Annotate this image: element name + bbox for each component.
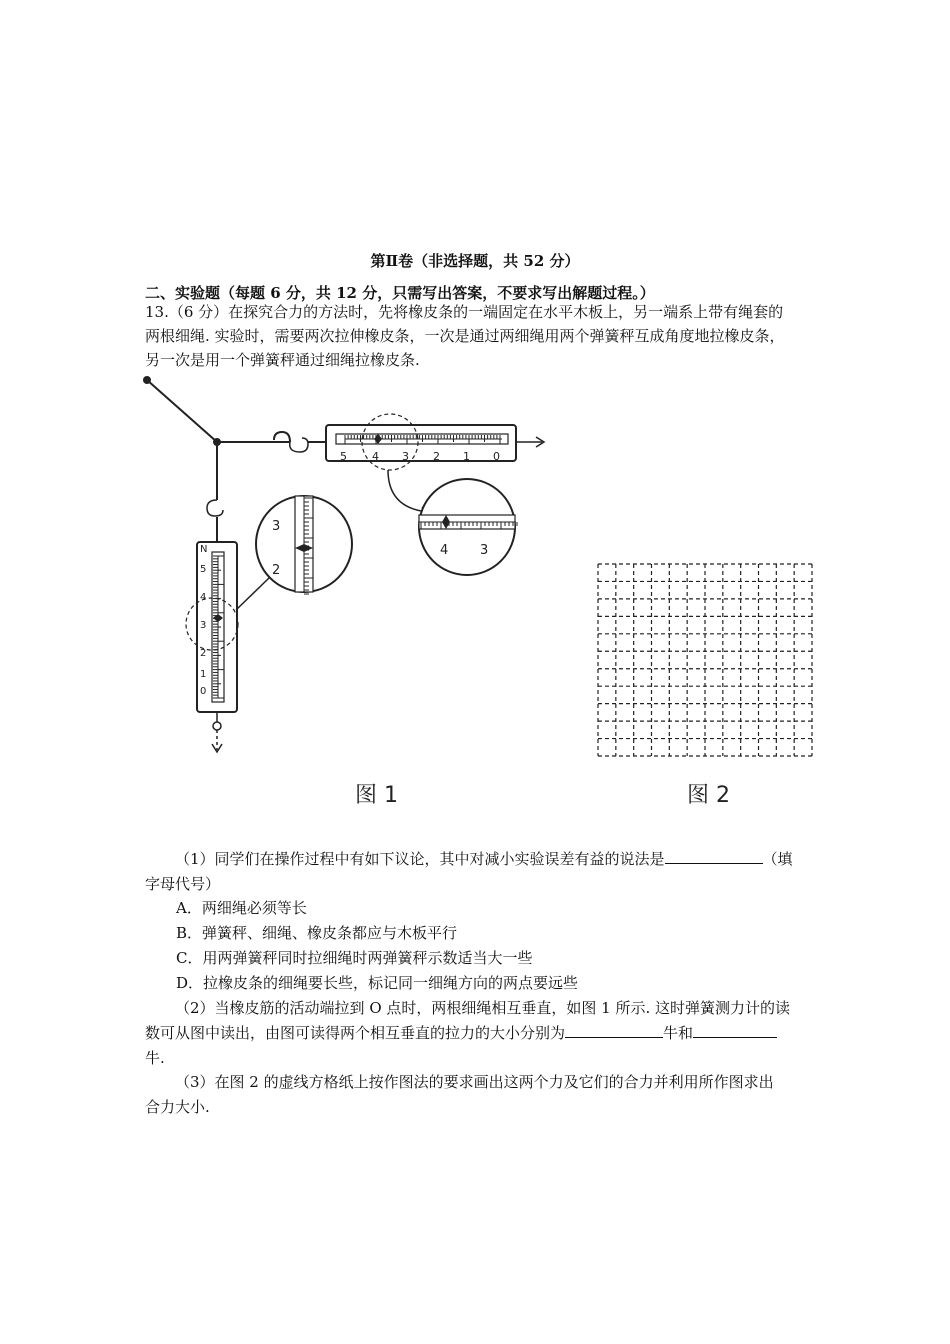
sub1-text-c: 字母代号） [145, 875, 221, 893]
answer-blank-3[interactable] [693, 1021, 777, 1038]
options-list [176, 896, 578, 996]
sub2-line-1: （2）当橡皮筋的活动端拉到 O 点时，两根细绳相互垂直，如图 1 所示. 这时弹簧测力计的读 [175, 999, 790, 1017]
h-scale-digit: 0 [493, 450, 500, 463]
h-scale-digit: 1 [463, 450, 470, 463]
answer-blank-2[interactable] [565, 1021, 663, 1038]
sub3-line-2: 合力大小. [145, 1098, 210, 1116]
v-scale-digit: 1 [200, 669, 207, 680]
question-line-1: 13.（6 分）在探究合力的方法时，先将橡皮条的一端固定在水平木板上，另一端系上带有绳套的 [145, 303, 784, 321]
zoom-left-digit: 3 [272, 519, 281, 534]
option-a: A．两细绳必须等长 [176, 899, 307, 917]
section-title: 二、实验题（每题 6 分，共 12 分，只需写出答案，不要求写出解题过程。） [145, 284, 655, 302]
v-scale-digit: 5 [200, 564, 207, 575]
sub2-line-2b: 牛和 [663, 1024, 694, 1042]
answer-blank-1[interactable] [665, 847, 763, 864]
sub-question-1 [145, 847, 845, 897]
h-scale-digit: 4 [372, 450, 379, 463]
figure-1-diagram [140, 372, 560, 757]
question-line-2: 两根细绳. 实验时，需要两次拉伸橡皮条，一次是通过两细绳用两个弹簧秤互成角度地拉橡皮条， [145, 327, 785, 345]
h-scale-digit: 5 [340, 450, 347, 463]
v-scale-digit: 0 [200, 686, 207, 697]
sub3-line-1: （3）在图 2 的虚线方格纸上按作图法的要求画出这两个力及它们的合力并利用所作图求出 [175, 1073, 774, 1091]
zoom-right-digit: 3 [480, 543, 489, 558]
sub2-line-2a: 数可从图中读出，由图可读得两个相互垂直的拉力的大小分别为 [145, 1024, 566, 1042]
option-d: D．拉橡皮条的细绳要长些，标记同一细绳方向的两点要远些 [176, 974, 579, 992]
v-scale-digit: 3 [200, 620, 207, 631]
v-scale-unit: N [200, 544, 208, 555]
v-scale-digit: 4 [200, 592, 207, 603]
part-title: 第Ⅱ卷（非选择题，共 52 分） [370, 252, 580, 270]
figure-2-caption: 图 2 [687, 783, 730, 808]
option-c: C．用两弹簧秤同时拉细绳时两弹簧秤示数适当大一些 [176, 949, 533, 967]
zoom-left-digit: 2 [272, 563, 281, 578]
figure-2-grid [594, 560, 816, 760]
sub1-text-b: （填 [762, 850, 793, 868]
sub2-line-3: 牛. [145, 1049, 165, 1067]
question-13-stem [145, 300, 845, 372]
figure-1-caption: 图 1 [355, 783, 398, 808]
v-scale-digit: 2 [200, 648, 207, 659]
h-scale-digit: 2 [433, 450, 440, 463]
h-scale-digit: 3 [402, 450, 409, 463]
sub-question-2 [145, 996, 845, 1071]
sub1-text: （1）同学们在操作过程中有如下议论，其中对减小实验误差有益的说法是 [175, 850, 665, 868]
zoom-right-digit: 4 [440, 543, 449, 558]
sub-question-3 [145, 1070, 845, 1120]
option-b: B．弹簧秤、细绳、橡皮条都应与木板平行 [176, 924, 458, 942]
question-line-3: 另一次是用一个弹簧秤通过细绳拉橡皮条. [145, 351, 420, 369]
